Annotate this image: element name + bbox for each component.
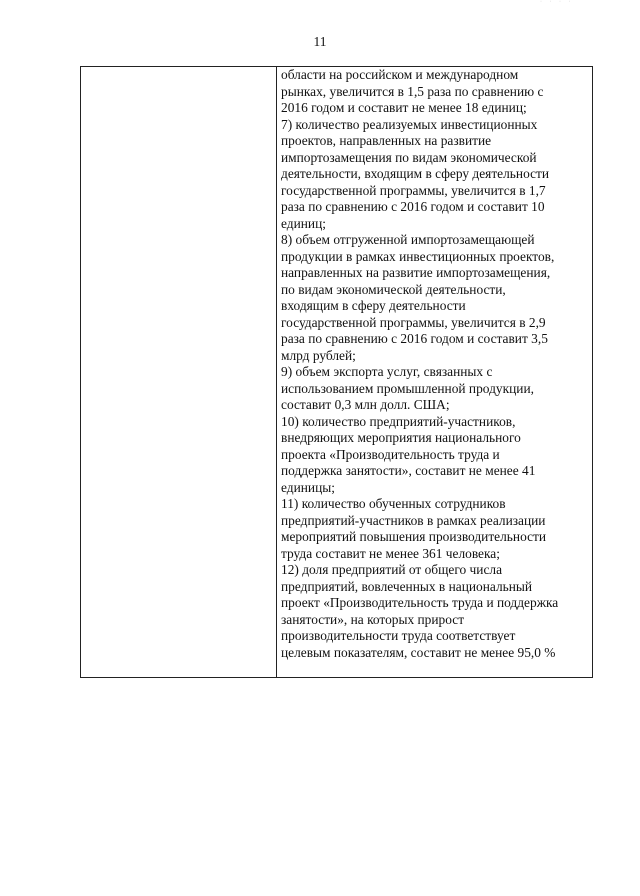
text-line: единиц; — [281, 215, 326, 231]
text-line: внедряющих мероприятия национального — [281, 430, 521, 445]
text-line: 10) количество предприятий-участников, — [281, 413, 516, 429]
text-line: проект «Производительность труда и поддержка — [281, 595, 559, 610]
scan-artifact: · · · · — [540, 0, 574, 5]
text-line: занятости», на которых прирост — [281, 611, 465, 627]
text-line: 12) доля предприятий от общего числа — [281, 562, 503, 577]
text-line: млрд рублей; — [281, 347, 356, 363]
text-line: 7) количество реализуемых инвестиционных — [281, 116, 538, 132]
document-table — [80, 66, 593, 678]
text-line: государственной программы, увеличится в 2,9 — [281, 314, 546, 330]
text-line: импортозамещения по видам экономической — [281, 149, 537, 165]
text-line: 2016 годом и составит не менее 18 единиц; — [281, 100, 527, 115]
text-line: 11) количество обученных сотрудников — [281, 496, 506, 511]
text-line: 9) объем экспорта услуг, связанных с — [281, 364, 493, 379]
text-line: производительности труда соответствует — [281, 628, 516, 643]
text-line: единицы; — [281, 479, 335, 495]
text-line: по видам экономической деятельности, — [281, 281, 506, 297]
text-line: раза по сравнению с 2016 годом и составит 3,5 — [281, 331, 548, 346]
table-left-cell — [81, 67, 277, 677]
text-line: целевым показателям, составит не менее 95,0 % — [281, 644, 556, 660]
text-line: 8) объем отгруженной импортозамещающей — [281, 232, 535, 247]
text-line: предприятий-участников в рамках реализации — [281, 512, 546, 528]
text-line: государственной программы, увеличится в 1,7 — [281, 182, 546, 198]
text-line: направленных на развитие импортозамещения, — [281, 265, 551, 280]
page-number: 11 — [313, 34, 327, 49]
text-line: составит 0,3 млн долл. США; — [281, 397, 450, 412]
text-line: поддержка занятости», составит не менее 41 — [281, 463, 536, 478]
text-line: труда составит не менее 361 человека; — [281, 545, 500, 561]
text-line: рынках, увеличится в 1,5 раза по сравнению с — [281, 83, 544, 99]
table-right-cell — [277, 67, 592, 677]
text-line: проектов, направленных на развитие — [281, 133, 492, 148]
text-line: проекта «Производительность труда и — [281, 446, 500, 462]
text-line: раза по сравнению с 2016 годом и составит 10 — [281, 199, 545, 214]
text-line: предприятий, вовлеченных в национальный — [281, 578, 533, 594]
text-line: использованием промышленной продукции, — [281, 380, 534, 396]
text-line: области на российском и международном — [281, 67, 519, 82]
text-line: продукции в рамках инвестиционных проектов, — [281, 248, 555, 264]
text-line: входящим в сферу деятельности — [281, 298, 466, 313]
text-line: мероприятий повышения производительности — [281, 529, 547, 544]
text-line: деятельности, входящим в сферу деятельности — [281, 166, 550, 181]
